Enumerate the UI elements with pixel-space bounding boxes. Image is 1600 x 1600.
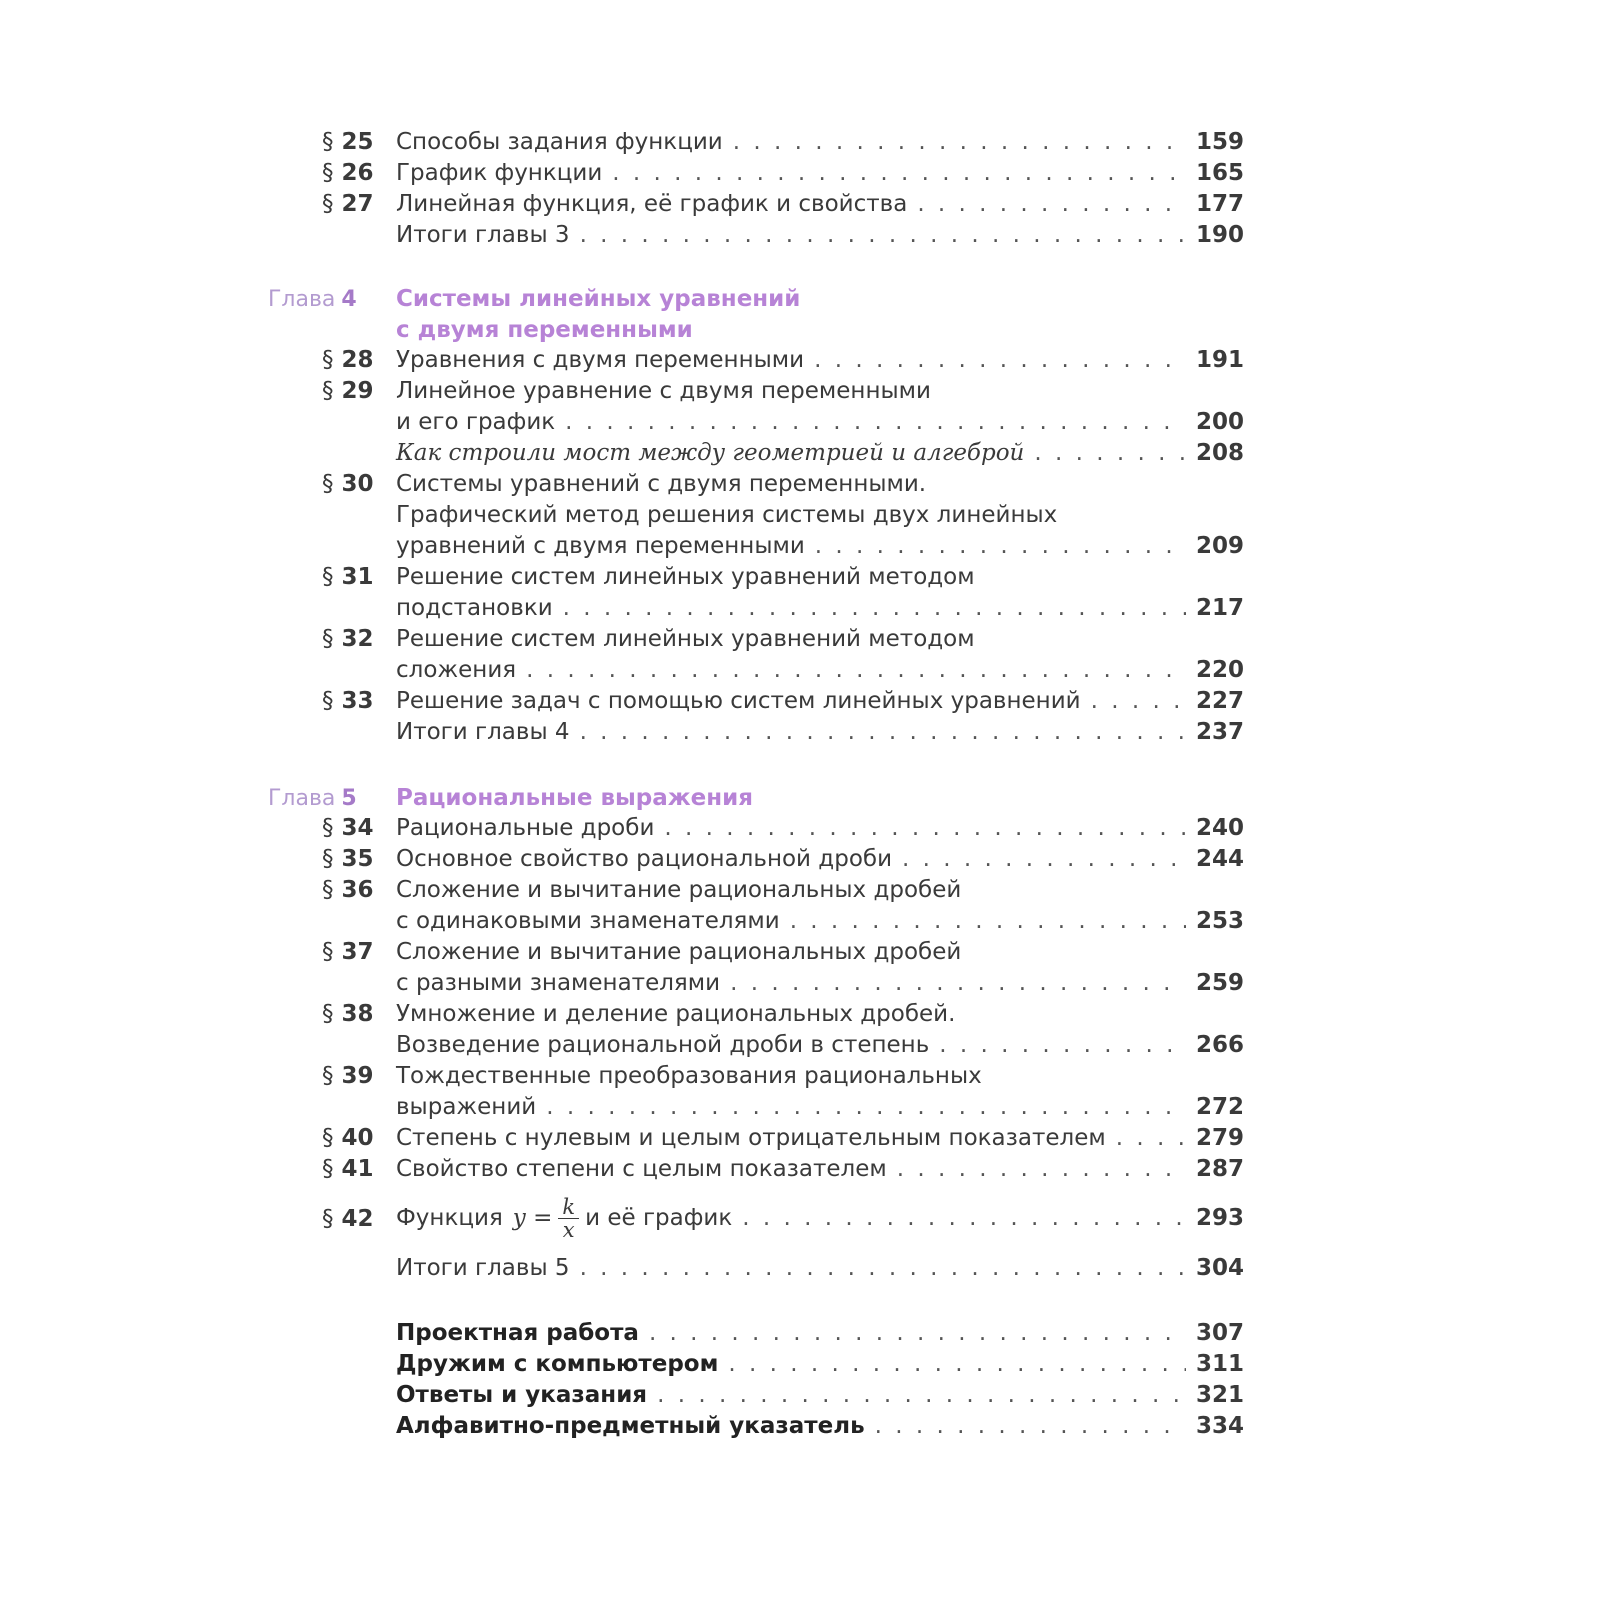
- toc-entry[interactable]: [396, 686, 1244, 717]
- entry-title: Линейная функция, её график и свойства: [396, 191, 908, 217]
- toc-entry[interactable]: [396, 469, 1244, 562]
- page-number: 177: [1196, 191, 1245, 217]
- chapter-title-line2: с двумя переменными: [396, 317, 693, 343]
- para-number: § 33: [322, 688, 374, 714]
- entry-title: Решение задач с помощью систем линейных уравнений: [396, 688, 1081, 714]
- formula-lhs: y =: [512, 1204, 553, 1231]
- para-number: § 30: [322, 471, 374, 497]
- page-number: 200: [1196, 409, 1245, 435]
- chapter-label: Глава 4: [268, 287, 357, 312]
- entry-title: Системы уравнений с двумя переменными.: [396, 471, 927, 497]
- page-number: 272: [1196, 1094, 1245, 1120]
- toc-entry[interactable]: [396, 813, 1244, 844]
- para-number: § 40: [322, 1125, 374, 1151]
- chapter-title: Системы линейных уравнений: [396, 286, 801, 312]
- entry-title-cont: уравнений с двумя переменными: [396, 533, 805, 559]
- para-number: § 41: [322, 1156, 374, 1182]
- entry-title: Умножение и деление рациональных дробей.: [396, 1001, 956, 1027]
- page-number: 244: [1196, 846, 1245, 872]
- toc-entry[interactable]: [396, 624, 1244, 686]
- entry-title: Проектная работа: [396, 1320, 639, 1346]
- page-number: 190: [1196, 222, 1245, 248]
- page-number: 293: [1196, 1204, 1245, 1231]
- entry-title-cont: и его график: [396, 409, 556, 435]
- page-number: 304: [1196, 1255, 1245, 1281]
- toc-entry[interactable]: [396, 376, 1244, 438]
- toc-entry[interactable]: [396, 1123, 1244, 1154]
- toc-entry[interactable]: [396, 127, 1244, 158]
- para-number: § 39: [322, 1063, 374, 1089]
- toc-entry[interactable]: [396, 1186, 1244, 1250]
- entry-title: Тождественные преобразования рациональных: [396, 1063, 982, 1089]
- page-number: 259: [1196, 970, 1245, 996]
- entry-title-cont: выражений: [396, 1094, 537, 1120]
- entry-title: Ответы и указания: [396, 1382, 648, 1408]
- fraction-denominator: x: [562, 1217, 575, 1242]
- entry-title: Итоги главы 5: [396, 1255, 570, 1281]
- entry-title-cont: с одинаковыми знаменателями: [396, 908, 780, 934]
- entry-title-cont: Графический метод решения системы двух линейных: [396, 502, 1058, 528]
- para-number: § 29: [322, 378, 374, 404]
- entry-title-cont: с разными знаменателями: [396, 970, 721, 996]
- toc-entry[interactable]: [396, 1061, 1244, 1123]
- page-number: 165: [1196, 160, 1245, 186]
- entry-title-cont: Возведение рациональной дроби в степень: [396, 1032, 930, 1058]
- para-number: § 35: [322, 846, 374, 872]
- toc-entry[interactable]: [396, 999, 1244, 1061]
- entry-title: Функция: [396, 1204, 503, 1231]
- entry-title: Основное свойство рациональной дроби: [396, 846, 893, 872]
- entry-title: Сложение и вычитание рациональных дробей: [396, 939, 962, 965]
- page-number: 217: [1196, 595, 1245, 621]
- toc-entry[interactable]: [396, 875, 1244, 937]
- entry-title: Дружим с компьютером: [396, 1351, 719, 1377]
- entry-title-cont: подстановки: [396, 595, 553, 621]
- page-number: 287: [1196, 1156, 1245, 1182]
- toc-entry[interactable]: [396, 844, 1244, 875]
- entry-title: График функции: [396, 160, 603, 186]
- chapter-summary-entry[interactable]: [396, 717, 1244, 748]
- entry-title: Решение систем линейных уравнений методом: [396, 564, 975, 590]
- para-number: § 37: [322, 939, 374, 965]
- toc-entry[interactable]: [396, 158, 1244, 189]
- entry-title: Алфавитно-предметный указатель: [396, 1413, 865, 1439]
- entry-title: Уравнения с двумя переменными: [396, 347, 805, 373]
- fraction: [558, 1196, 579, 1241]
- entry-title-cont: и её график: [585, 1204, 733, 1231]
- para-number: § 28: [322, 347, 374, 373]
- page-number: 159: [1196, 129, 1245, 155]
- page-number: 321: [1196, 1382, 1245, 1408]
- para-number: § 27: [322, 191, 374, 217]
- entry-title: Итоги главы 4: [396, 719, 570, 745]
- page-number: 220: [1196, 657, 1245, 683]
- para-number: § 36: [322, 877, 374, 903]
- page-number: 240: [1196, 815, 1245, 841]
- page-number: 266: [1196, 1032, 1245, 1058]
- entry-title: Итоги главы 3: [396, 222, 570, 248]
- chapter-summary-entry[interactable]: [396, 220, 1244, 251]
- fraction-numerator: k: [558, 1196, 579, 1219]
- toc-entry[interactable]: [396, 1154, 1244, 1185]
- backmatter-entry[interactable]: [396, 1318, 1244, 1349]
- entry-title-cont: сложения: [396, 657, 517, 683]
- chapter-summary-entry[interactable]: [396, 1253, 1244, 1284]
- entry-title: Способы задания функции: [396, 129, 723, 155]
- para-number: § 32: [322, 626, 374, 652]
- para-number: § 38: [322, 1001, 374, 1027]
- page-number: 191: [1196, 347, 1245, 373]
- chapter-label: Глава 5: [268, 786, 357, 811]
- page-number: 237: [1196, 719, 1245, 745]
- chapter-title: Рациональные выражения: [396, 785, 754, 811]
- para-number: § 25: [322, 129, 374, 155]
- page-number: 311: [1196, 1351, 1245, 1377]
- page-number: 227: [1196, 688, 1245, 714]
- para-number: § 34: [322, 815, 374, 841]
- para-number: § 26: [322, 160, 374, 186]
- entry-title: Свойство степени с целым показателем: [396, 1156, 887, 1182]
- entry-title: Сложение и вычитание рациональных дробей: [396, 877, 962, 903]
- para-number: § 42: [322, 1206, 374, 1232]
- backmatter-entry[interactable]: [396, 1380, 1244, 1411]
- toc-entry[interactable]: [396, 189, 1244, 220]
- para-number: § 31: [322, 564, 374, 590]
- toc-entry[interactable]: [396, 562, 1244, 624]
- entry-title: Степень с нулевым и целым отрицательным показателем: [396, 1125, 1106, 1151]
- backmatter-entry[interactable]: [396, 1411, 1244, 1442]
- entry-title: Решение систем линейных уравнений методом: [396, 626, 975, 652]
- entry-title: Как строили мост между геометрией и алгеброй: [396, 440, 1025, 466]
- backmatter-entry[interactable]: [396, 1349, 1244, 1380]
- page-number: 209: [1196, 533, 1245, 559]
- page-number: 334: [1196, 1413, 1245, 1439]
- page-number: 307: [1196, 1320, 1245, 1346]
- toc-entry[interactable]: [396, 937, 1244, 999]
- page-number: 208: [1196, 440, 1245, 466]
- entry-title: Рациональные дроби: [396, 815, 655, 841]
- entry-title: Линейное уравнение с двумя переменными: [396, 378, 931, 404]
- page-number: 279: [1196, 1125, 1245, 1151]
- page-number: 253: [1196, 908, 1245, 934]
- toc-entry-supplement[interactable]: [396, 438, 1244, 469]
- toc-entry[interactable]: [396, 345, 1244, 376]
